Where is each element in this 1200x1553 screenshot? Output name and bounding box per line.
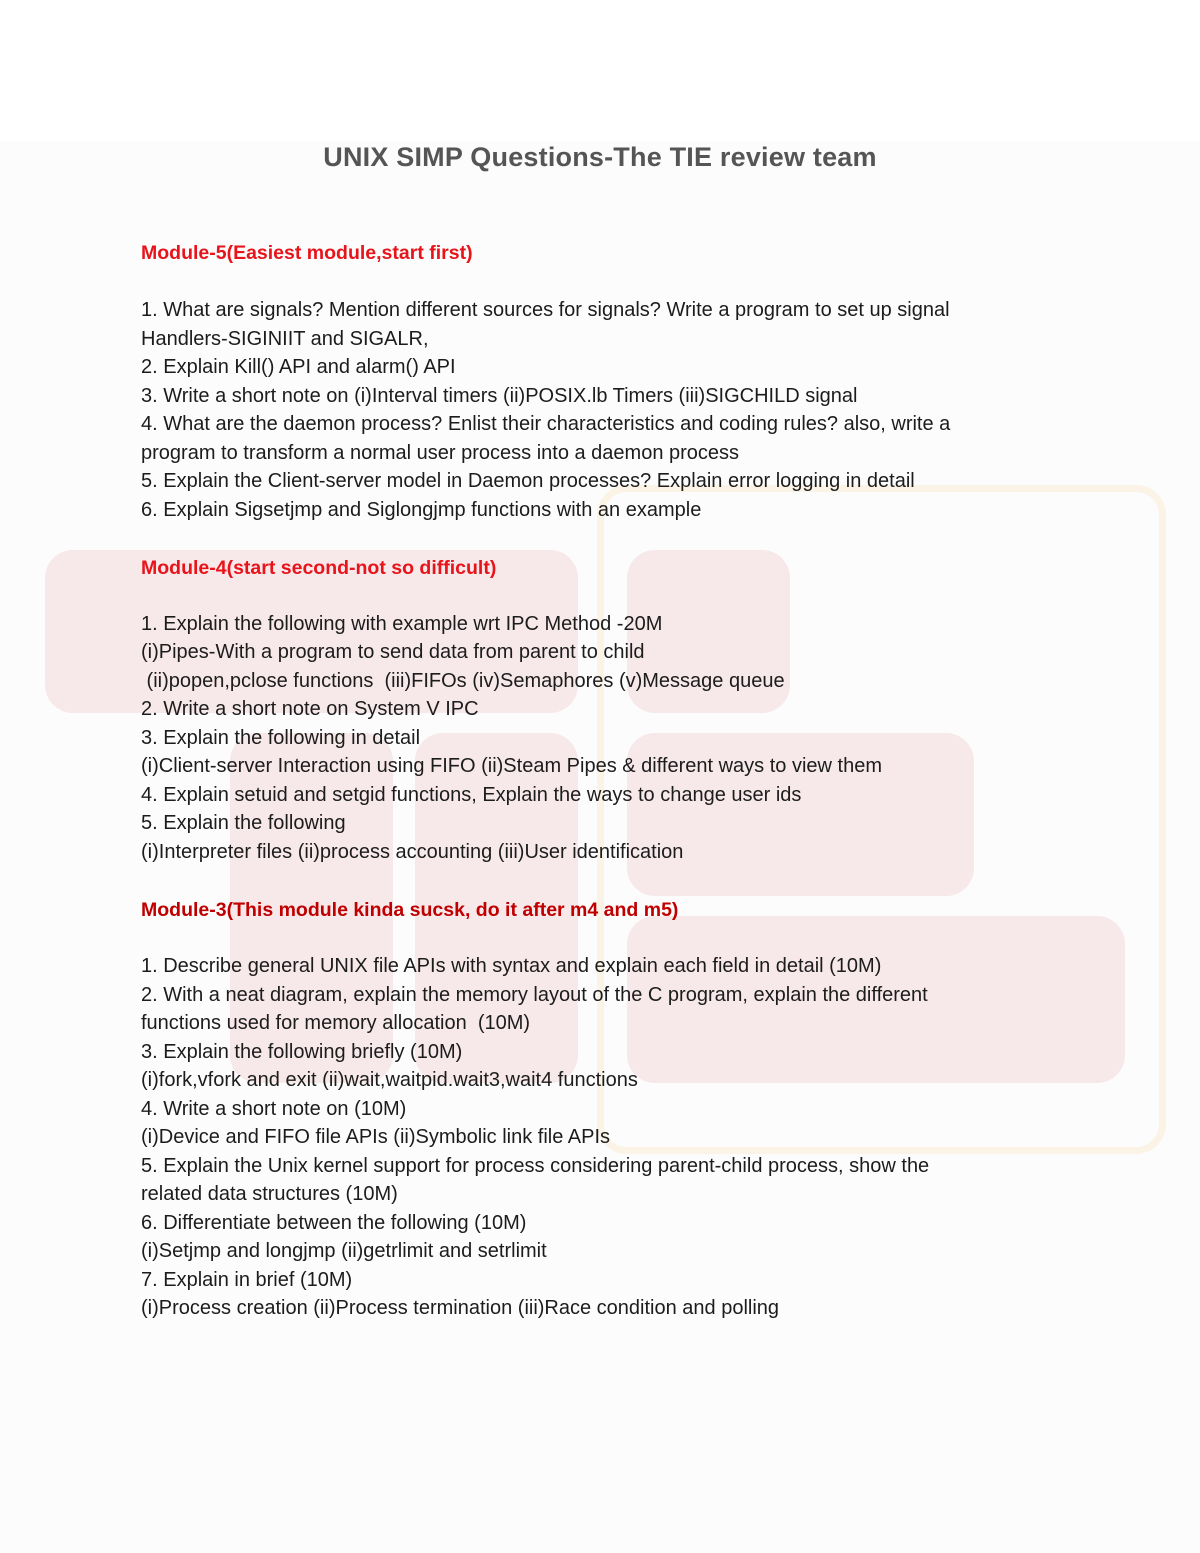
section-heading-module-4: Module-4(start second-not so difficult) (141, 557, 497, 579)
question-line: 7. Explain in brief (10M) (141, 1269, 353, 1291)
question-line: 4. Write a short note on (10M) (141, 1098, 407, 1120)
question-line: 4. Explain setuid and setgid functions, Explain the ways to change user ids (141, 784, 802, 806)
question-line: 2. With a neat diagram, explain the memory layout of the C program, explain the different (141, 984, 928, 1006)
question-line: (i)Device and FIFO file APIs (ii)Symbolic link file APIs (141, 1126, 611, 1148)
question-line: Handlers-SIGINIIT and SIGALR, (141, 328, 429, 350)
page-title: UNIX SIMP Questions-The TIE review team (323, 142, 877, 172)
question-line: 1. Describe general UNIX file APIs with syntax and explain each field in detail (10M) (141, 955, 882, 977)
question-line: 2. Explain Kill() API and alarm() API (141, 356, 456, 378)
question-line: 3. Explain the following briefly (10M) (141, 1041, 463, 1063)
section-heading-module-3: Module-3(This module kinda sucsk, do it after m4 and m5) (141, 899, 679, 921)
question-line: (i)Process creation (ii)Process termination (iii)Race condition and polling (141, 1297, 780, 1319)
question-line: 4. What are the daemon process? Enlist their characteristics and coding rules? also, write a (141, 413, 951, 435)
question-line: 3. Explain the following in detail (141, 727, 421, 749)
section-heading-module-5: Module-5(Easiest module,start first) (141, 242, 473, 264)
question-line: 5. Explain the Unix kernel support for process considering parent-child process, show the (141, 1155, 930, 1177)
question-line: 5. Explain the following (141, 812, 346, 834)
question-line: (i)Setjmp and longjmp (ii)getrlimit and setrlimit (141, 1240, 547, 1262)
question-line: program to transform a normal user process into a daemon process (141, 442, 740, 464)
question-line: (i)Interpreter files (ii)process accounting (iii)User identification (141, 841, 684, 863)
question-line: 5. Explain the Client-server model in Daemon processes? Explain error logging in detail (141, 470, 915, 492)
question-line: 6. Differentiate between the following (10M) (141, 1212, 527, 1234)
question-line: (i)Client-server Interaction using FIFO (ii)Steam Pipes & different ways to view them (141, 755, 882, 777)
question-line: (ii)popen,pclose functions (iii)FIFOs (iv)Semaphores (v)Message queue (141, 670, 785, 692)
question-line: 3. Write a short note on (i)Interval timers (ii)POSIX.lb Timers (iii)SIGCHILD signal (141, 385, 858, 407)
question-line: 6. Explain Sigsetjmp and Siglongjmp functions with an example (141, 499, 702, 521)
watermark-outline (597, 485, 1166, 1154)
question-line: 2. Write a short note on System V IPC (141, 698, 479, 720)
question-line: functions used for memory allocation (10M) (141, 1012, 531, 1034)
question-line: (i)fork,vfork and exit (ii)wait,waitpid.wait3,wait4 functions (141, 1069, 638, 1091)
question-line: (i)Pipes-With a program to send data from parent to child (141, 641, 645, 663)
question-line: related data structures (10M) (141, 1183, 398, 1205)
question-line: 1. Explain the following with example wrt IPC Method -20M (141, 613, 663, 635)
question-line: 1. What are signals? Mention different sources for signals? Write a program to set up signal (141, 299, 950, 321)
